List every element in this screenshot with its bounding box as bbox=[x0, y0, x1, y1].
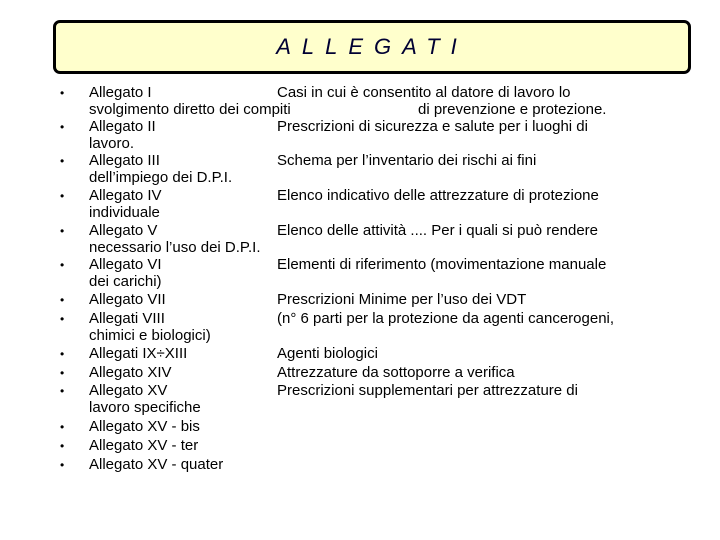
list-item bbox=[0, 152, 720, 186]
item-name: Allegato XV - ter bbox=[89, 437, 199, 454]
list-item bbox=[0, 437, 720, 455]
item-name: Allegato XV - quater bbox=[89, 456, 224, 473]
item-description: Agenti biologici bbox=[277, 345, 378, 362]
list-item bbox=[0, 310, 720, 344]
list-item bbox=[0, 364, 720, 382]
item-description: Attrezzature da sottoporre a verifica bbox=[277, 364, 515, 381]
item-description: Elenco delle attività .... Per i quali si può rendere bbox=[277, 222, 599, 239]
bullet-icon: • bbox=[60, 293, 65, 307]
bullet-icon: • bbox=[60, 224, 65, 238]
list-item bbox=[0, 84, 720, 118]
item-name: Allegato II bbox=[89, 118, 156, 135]
item-description: Prescrizioni supplementari per attrezzature di bbox=[277, 382, 578, 399]
item-description-continued: necessario l’uso dei D.P.I. bbox=[89, 239, 261, 256]
item-name: Allegati IX÷XIII bbox=[89, 345, 188, 362]
item-description-continued: individuale bbox=[89, 204, 160, 221]
item-name: Allegati VIII bbox=[89, 310, 165, 327]
item-name: Allegato XV bbox=[89, 382, 168, 399]
bullet-icon: • bbox=[60, 384, 65, 398]
bullet-icon: • bbox=[60, 420, 65, 434]
list-item bbox=[0, 345, 720, 363]
item-name: Allegato VI bbox=[89, 256, 162, 273]
bullet-icon: • bbox=[60, 439, 65, 453]
item-description-continued: lavoro specifiche bbox=[89, 399, 201, 416]
list-item bbox=[0, 222, 720, 256]
item-description: Elementi di riferimento (movimentazione manuale bbox=[277, 256, 607, 273]
item-description: Casi in cui è consentito al datore di lavoro lo bbox=[277, 84, 571, 101]
bullet-icon: • bbox=[60, 120, 65, 134]
list-item bbox=[0, 418, 720, 436]
bullet-icon: • bbox=[60, 312, 65, 326]
item-name: Allegato VII bbox=[89, 291, 166, 308]
list-item bbox=[0, 382, 720, 416]
item-description-continued: lavoro. bbox=[89, 135, 135, 152]
item-description: Prescrizioni Minime per l’uso dei VDT bbox=[277, 291, 527, 308]
item-description: (n° 6 parti per la protezione da agenti cancerogeni, bbox=[277, 310, 615, 327]
bullet-icon: • bbox=[60, 347, 65, 361]
list-item bbox=[0, 118, 720, 152]
item-description-continued: dei carichi) bbox=[89, 273, 162, 290]
item-name: Allegato IV bbox=[89, 187, 162, 204]
item-description: Schema per l’inventario dei rischi ai fini bbox=[277, 152, 537, 169]
item-description: Prescrizioni di sicurezza e salute per i luoghi di bbox=[277, 118, 588, 135]
item-description-continued: chimici e biologici) bbox=[89, 327, 211, 344]
item-description-continued: svolgimento diretto dei compiti bbox=[89, 101, 291, 118]
bullet-icon: • bbox=[60, 189, 65, 203]
bullet-icon: • bbox=[60, 154, 65, 168]
bullet-icon: • bbox=[60, 86, 65, 100]
bullet-icon: • bbox=[60, 458, 65, 472]
item-description-continued: dell’impiego dei D.P.I. bbox=[89, 169, 233, 186]
title-box bbox=[53, 20, 691, 74]
bullet-icon: • bbox=[60, 366, 65, 380]
bullet-icon: • bbox=[60, 258, 65, 272]
item-name: Allegato I bbox=[89, 84, 152, 101]
item-name: Allegato V bbox=[89, 222, 158, 239]
list-item bbox=[0, 456, 720, 474]
list-item bbox=[0, 291, 720, 309]
slide-title: ALLEGATI bbox=[276, 34, 468, 59]
list-item bbox=[0, 187, 720, 221]
item-name: Allegato XV - bis bbox=[89, 418, 200, 435]
list-item bbox=[0, 256, 720, 290]
item-description-continued-2: di prevenzione e protezione. bbox=[418, 101, 607, 118]
item-name: Allegato III bbox=[89, 152, 160, 169]
item-description: Elenco indicativo delle attrezzature di protezione bbox=[277, 187, 599, 204]
item-name: Allegato XIV bbox=[89, 364, 172, 381]
